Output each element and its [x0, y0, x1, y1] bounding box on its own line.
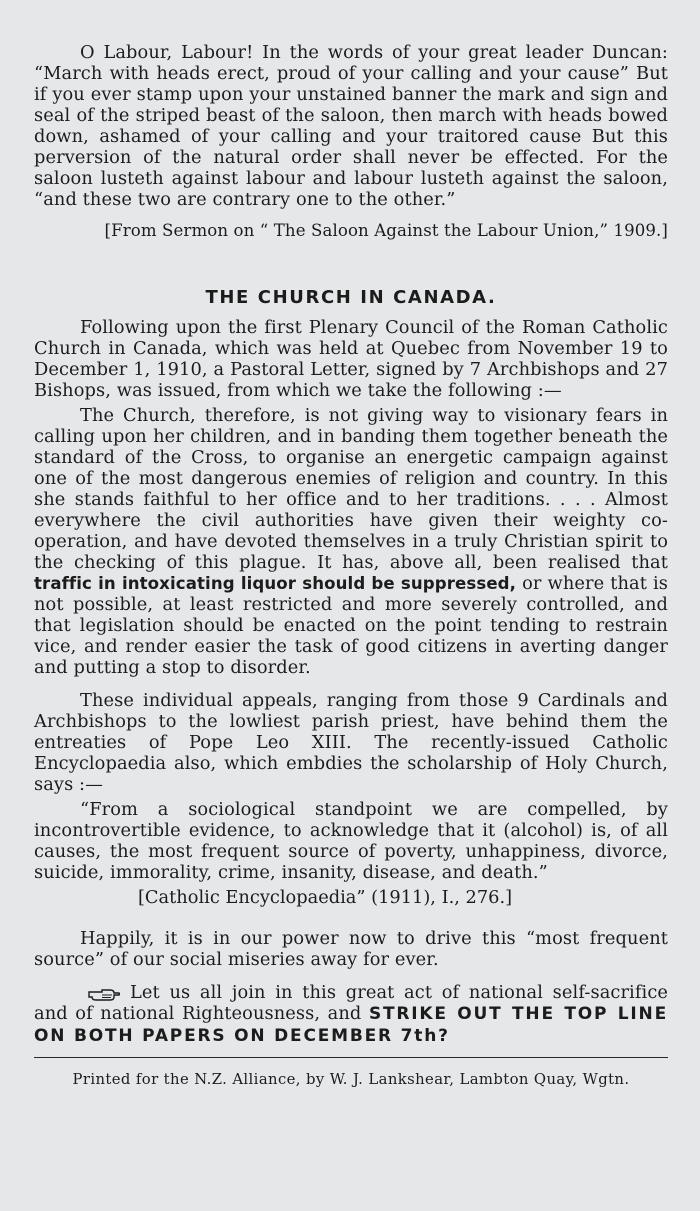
letter-bold-phrase: traffic in intoxicating liquor should be suppressed,	[34, 574, 517, 593]
sermon-source: [From Sermon on “ The Saloon Against the Labour Union,” 1909.]	[104, 221, 668, 240]
letter-text-before: The Church, therefore, is not giving way to visionary fears in calling upon her children, and in banding them together beneath the standard of the Cross, to organise an energetic campaign against one of the most dangerous enemies of religion and country. In this she stands faithful to her office and to her traditions. . . . Almost everywhere the civil authorities have given their weighty co-operation, and have devoted themselves in a truly Christian spirit to the checking of this plague. It has, above all, been realised that	[34, 405, 668, 573]
printer-imprint: Printed for the N.Z. Alliance, by W. J. Lankshear, Lambton Quay, Wgtn.	[72, 1071, 630, 1088]
appeals-paragraph: These individual appeals, ranging from those 9 Cardinals and Archbishops to the lowliest parish priest, have behind them the entreaties of Pope Leo XIII. The recently-issued Catholic Encyclopaedia also, which embdies the scholarship of Holy Church, says :—	[34, 690, 668, 795]
closing-text: Let us all join in this great act of national self-sacrifice and of national Righteousness, and	[34, 982, 668, 1024]
pointing-hand-icon	[88, 986, 120, 1000]
letter-text-after: or where that is not possible, at least restricted and more severely controlled, and that legislation should be enacted on the point tending to restrain vice, and render easier the task of good citizens in averting danger and putting a stop to disorder.	[34, 573, 668, 678]
pastoral-letter-paragraph	[34, 405, 668, 678]
footer-rule	[34, 1057, 668, 1058]
opening-paragraph: O Labour, Labour! In the words of your great leader Duncan: “March with heads erect, proud of your calling and your cause” But if you ever stamp upon your unstained banner the mark and sign and seal of the striped beast of the saloon, then march with heads bowed down, ashamed of your calling and your traitored cause But this perversion of the natural order shall never be effected. For the saloon lusteth against labour and labour lusteth against the saloon, “and these two are contrary one to the other.”	[34, 42, 668, 210]
encyclopaedia-quote: “From a sociological standpoint we are compelled, by incontrovertible evidence, to acknowledge that it (alcohol) is, of all causes, the most frequent source of poverty, unhappiness, divorce, suicide, immorality, crime, insanity, disease, and death.”	[34, 799, 668, 883]
encyclopaedia-citation: [Catholic Encyclopaedia” (1911), I., 276.]	[138, 887, 513, 908]
intro-paragraph: Following upon the first Plenary Council of the Roman Catholic Church in Canada, which was held at Quebec from November 19 to December 1, 1910, a Pastoral Letter, signed by 7 Archbishops and 27 Bishops, was issued, from which we take the following :—	[34, 317, 668, 401]
section-heading: THE CHURCH IN CANADA.	[205, 287, 497, 308]
happily-paragraph: Happily, it is in our power now to drive this “most frequent source” of our social miseries away for ever.	[34, 928, 668, 970]
closing-bold-call: STRIKE OUT THE TOP LINE ON BOTH PAPERS ON DECEMBER 7th?	[34, 1004, 668, 1046]
closing-paragraph	[34, 982, 668, 1047]
